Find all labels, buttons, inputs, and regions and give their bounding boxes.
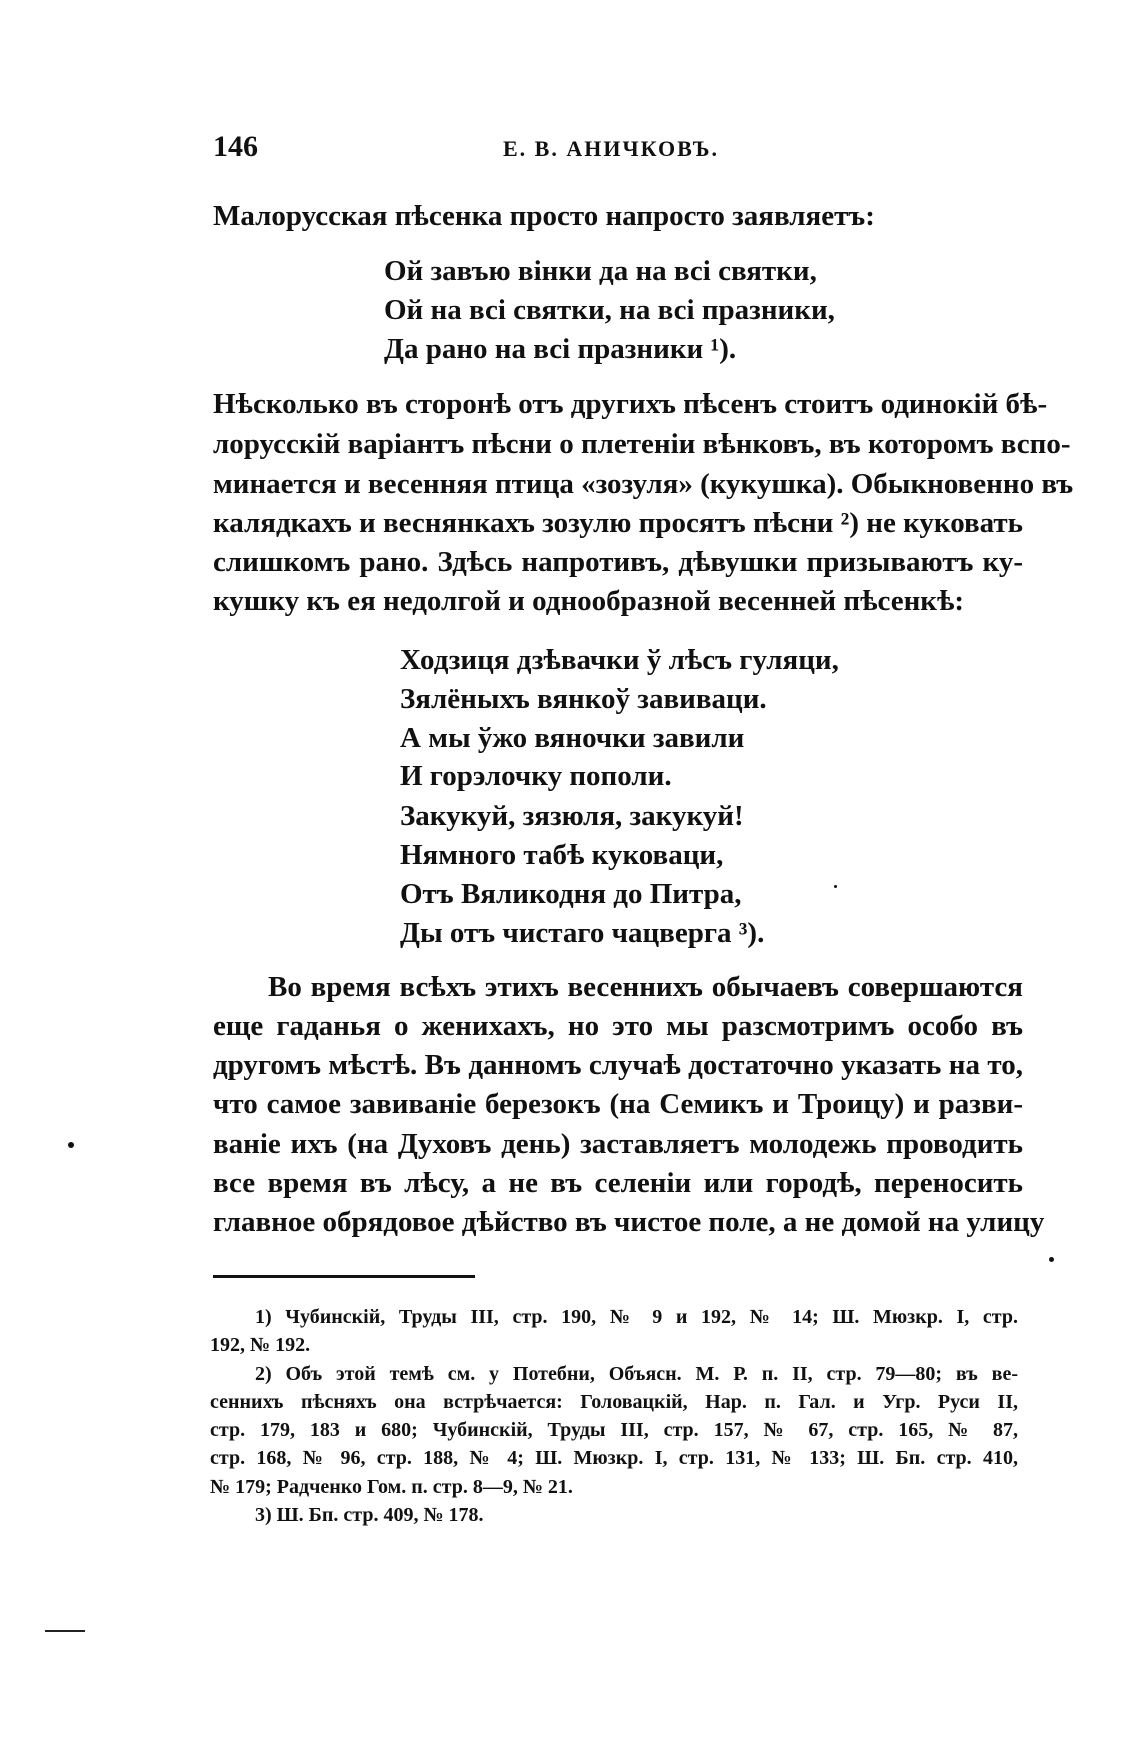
page-header (213, 130, 1023, 170)
paragraph1-line: минается и весенняя птица «зозуля» (кукушка). Обыкновенно въ (213, 468, 1074, 500)
verse2-line: Закукуй, зязюля, закукуй! (400, 800, 744, 832)
paragraph2-line: все время въ лѣсу, а не въ селеніи или городѣ, переносить (213, 1167, 1023, 1199)
scan-speck (1049, 1257, 1054, 1262)
paragraph1-line: кушку къ ея недолгой и однообразной весенней пѣсенкѣ: (213, 585, 965, 617)
verse2-line: А мы ўжо вяночки завили (400, 722, 745, 754)
footnote-line: 2) Объ этой темѣ см. у Потебни, Объясн. М. Р. п. II, стр. 79—80; въ ве- (255, 1363, 1018, 1385)
paragraph2-line: что самое завиваніе березокъ (на Семикъ и Троицу) и разви- (213, 1088, 1023, 1120)
verse2-line: И горэлочку пополи. (400, 760, 672, 792)
scan-speck (834, 885, 837, 888)
footnote-line: № 179; Радченко Гом. п. стр. 8—9, № 21. (210, 1476, 573, 1498)
verse2-line: Нямного табѣ куковаци, (400, 839, 724, 871)
paragraph1-line: калядкахъ и веснянкахъ зозулю просятъ пѣсни ²) не куковать (213, 507, 1023, 539)
footnote-line: стр. 179, 183 и 680; Чубинскій, Труды III, стр. 157, № 67, стр. 165, № 87, (210, 1419, 1018, 1441)
verse1-line: Да рано на всі празники ¹). (384, 333, 737, 365)
footnote-line: стр. 168, № 96, стр. 188, № 4; Ш. Мюзкр. I, стр. 131, № 133; Ш. Бп. стр. 410, (210, 1447, 1018, 1469)
footnote-line: 192, № 192. (210, 1334, 311, 1356)
paragraph2-line: еще гаданья о женихахъ, но это мы разсмотримъ особо въ (213, 1010, 1023, 1042)
paragraph1-line: Нѣсколько въ сторонѣ отъ другихъ пѣсенъ стоитъ одинокій бѣ- (213, 388, 1048, 420)
intro-line: Малорусская пѣсенка просто напросто заявляетъ: (213, 200, 875, 232)
verse2-line: Отъ Вяликодня до Питра, (400, 878, 742, 910)
footnote-line: 1) Чубинскій, Труды III, стр. 190, № 9 и 192, № 14; Ш. Мюзкр. I, стр. (255, 1306, 1018, 1328)
paragraph1-line: слишкомъ рано. Здѣсь напротивъ, дѣвушки призываютъ ку- (213, 546, 1023, 578)
footnote-rule (213, 1275, 475, 1278)
paragraph1-line: лорусскій варіантъ пѣсни о плетеніи вѣнковъ, въ которомъ вспо- (213, 428, 1071, 460)
footnote-line: 3) Ш. Бп. стр. 409, № 178. (255, 1504, 484, 1526)
verse2-line: Ходзиця дзѣвачки ў лѣсъ гуляци, (400, 644, 839, 676)
verse1-line: Ой завъю вінки да на всі святки, (384, 255, 817, 287)
page-number: 146 (213, 130, 258, 163)
scan-edge-mark (45, 1630, 85, 1632)
verse2-line: Зялёныхъ вянкоў завиваци. (400, 683, 767, 715)
paragraph2-line: другомъ мѣстѣ. Въ данномъ случаѣ достаточно указать на то, (213, 1049, 1023, 1081)
scan-speck (68, 1142, 74, 1148)
verse2-line: Ды отъ чистаго чацверга ³). (400, 917, 765, 949)
paragraph2-line: ваніе ихъ (на Духовъ день) заставляетъ молодежь проводить (213, 1128, 1023, 1160)
running-head: Е. В. АНИЧКОВЪ. (503, 136, 719, 161)
paragraph2-line: Во время всѣхъ этихъ весеннихъ обычаевъ совершаются (268, 971, 1023, 1003)
verse1-line: Ой на всі святки, на всі празники, (384, 294, 835, 326)
paragraph2-line: главное обрядовое дѣйство въ чистое поле, а не домой на улицу (213, 1206, 1045, 1238)
footnote-line: сеннихъ пѣсняхъ она встрѣчается: Головацкій, Нар. п. Гал. и Угр. Руси II, (210, 1391, 1018, 1413)
